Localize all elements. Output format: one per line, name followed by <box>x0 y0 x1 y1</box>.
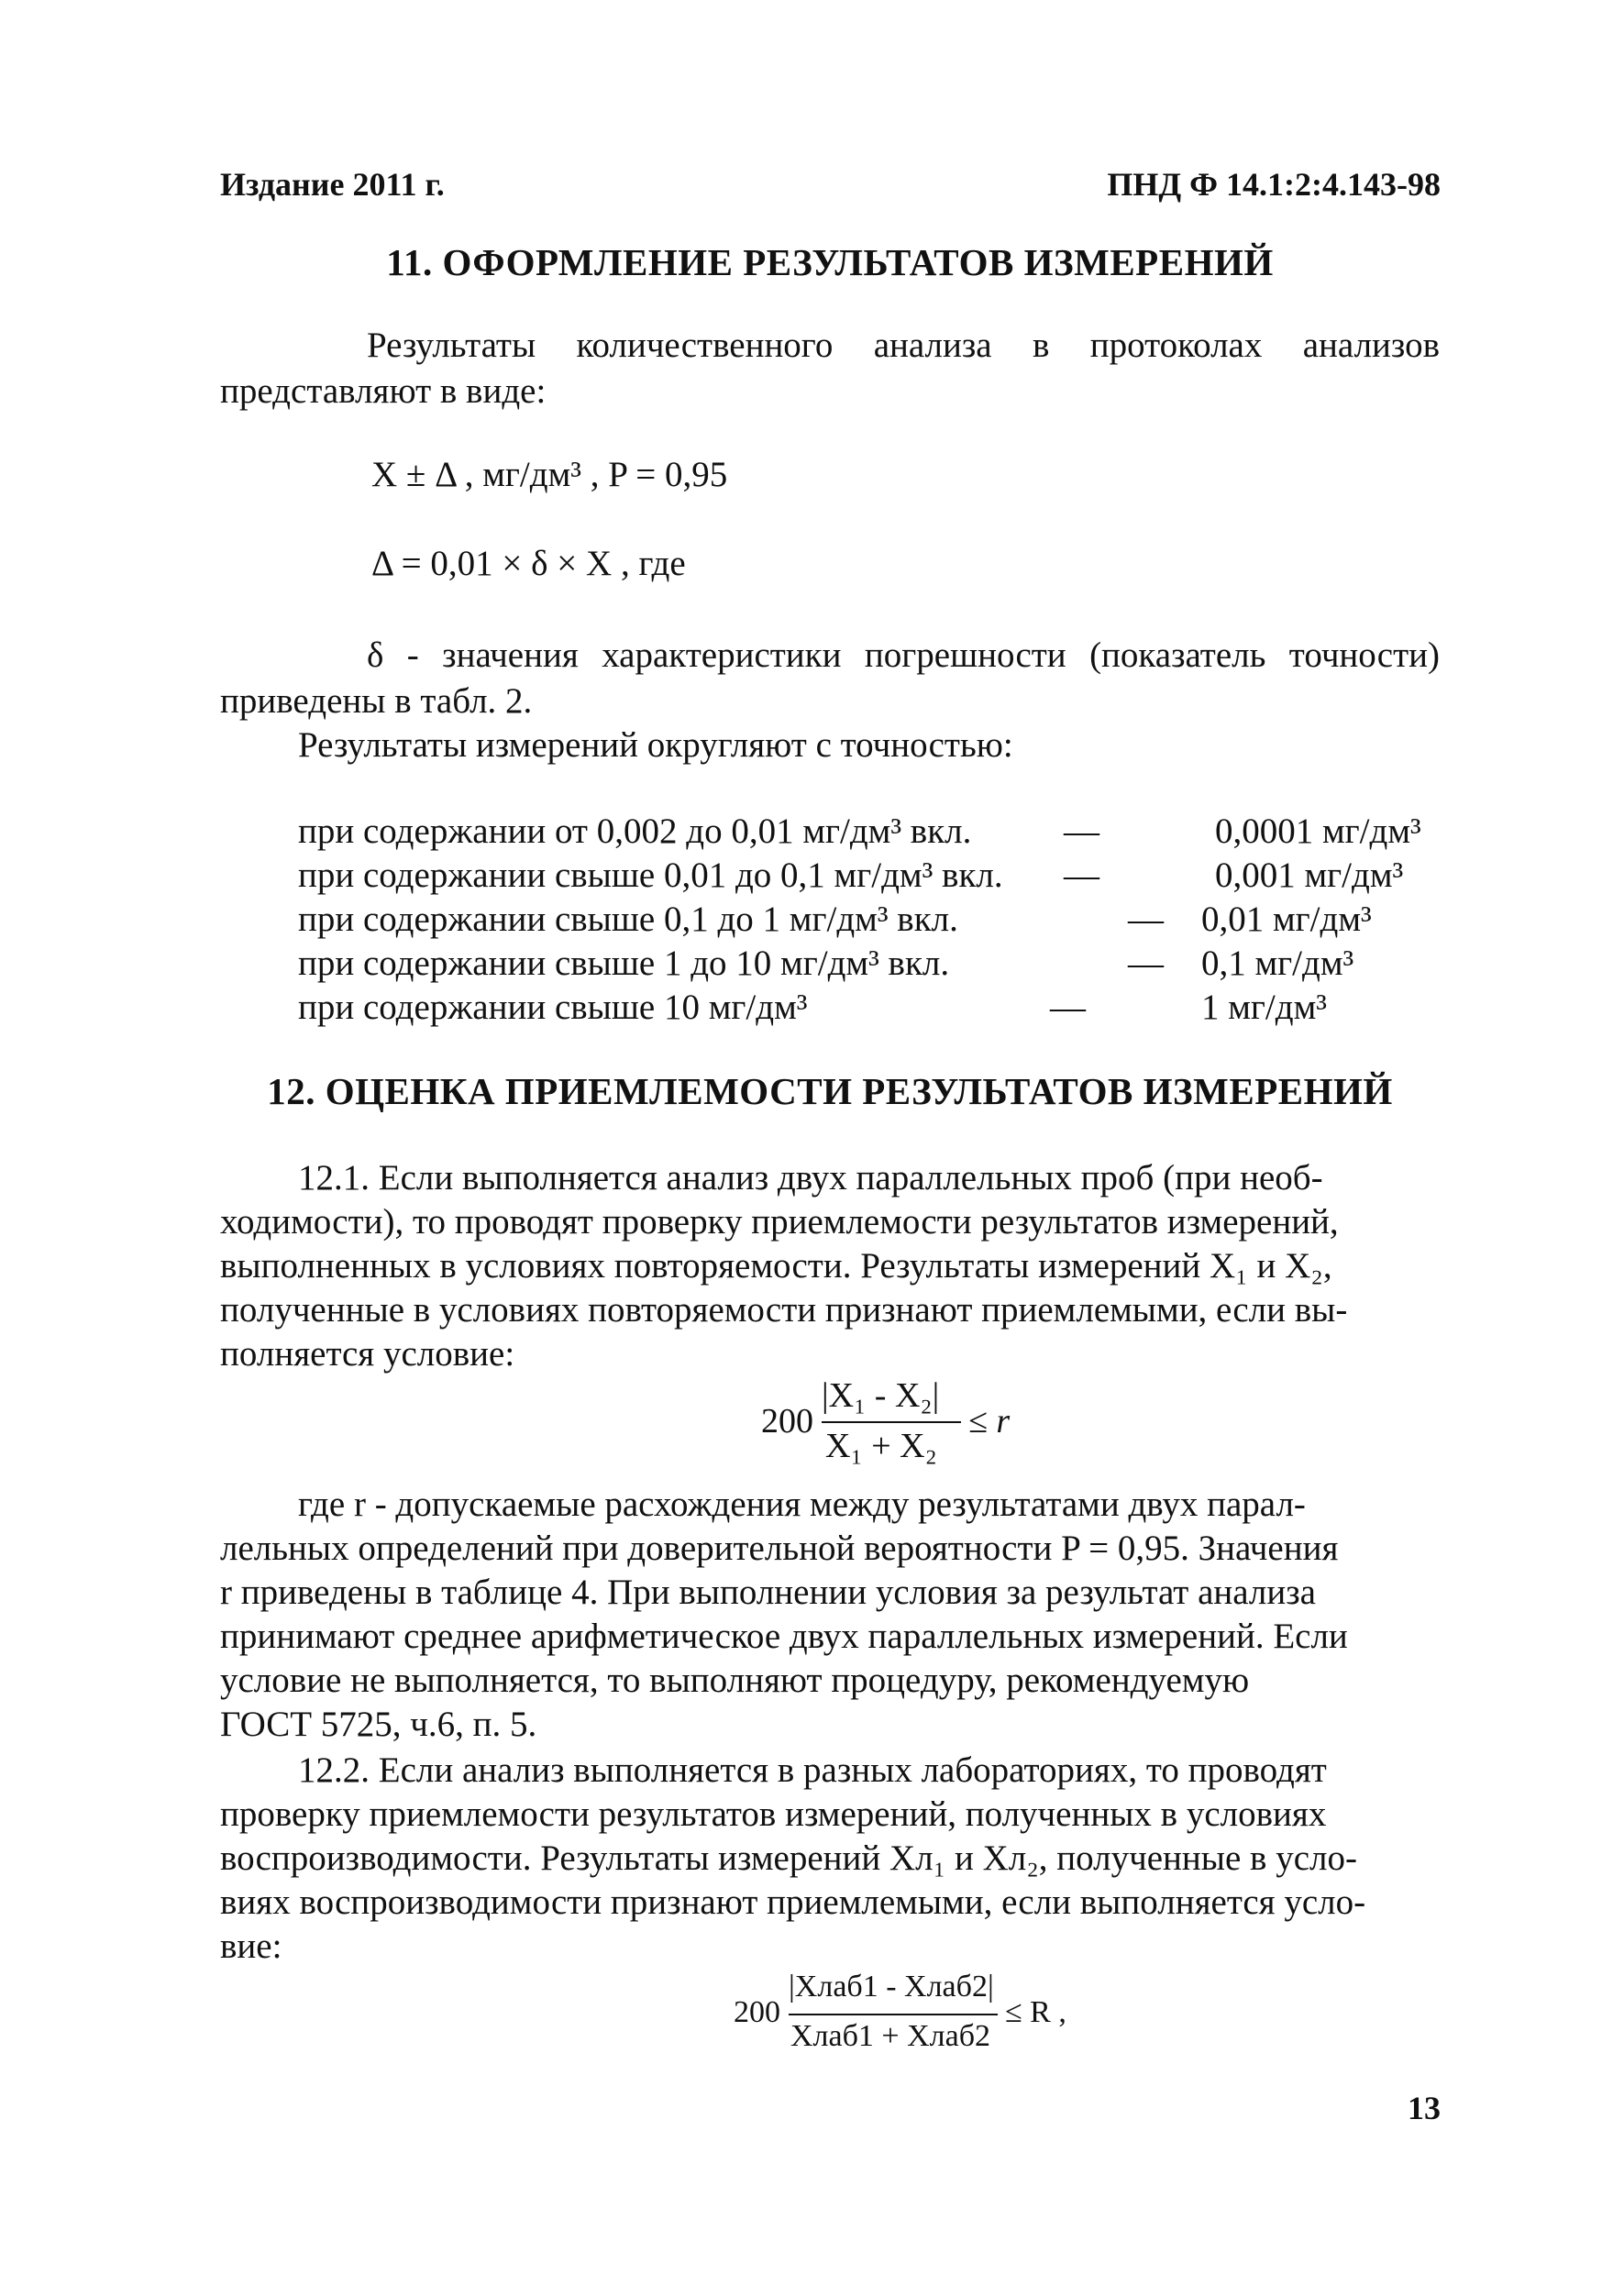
rounding-range: при содержании свыше 0,01 до 0,1 мг/дм³ вкл. <box>298 856 1003 895</box>
document-code: ПНД Ф 14.1:2:4.143-98 <box>1107 166 1441 203</box>
rounding-dash: — <box>1128 900 1164 939</box>
paragraph-line: ходимости), то проводят проверку приемлемости результатов измерений, <box>220 1202 1339 1242</box>
equation-relation: ≤ R , <box>1005 1995 1066 2029</box>
equation-relation: ≤ r <box>968 1402 1011 1441</box>
equation-denominator: Xлаб1 + Xлаб2 <box>790 2019 990 2053</box>
paragraph-line: ГОСТ 5725, ч.6, п. 5. <box>220 1705 537 1744</box>
paragraph-line: условие не выполняется, то выполняют процедуру, рекомендуемую <box>220 1661 1250 1700</box>
section-11-title: 11. ОФОРМЛЕНИЕ РЕЗУЛЬТАТОВ ИЗМЕРЕНИЙ <box>386 241 1274 283</box>
paragraph-line: 12.2. Если анализ выполняется в разных лабораториях, то проводят <box>298 1750 1327 1790</box>
equation-denominator: X₁ + X₂ <box>825 1427 937 1465</box>
equation-numerator: |Xлаб1 - Xлаб2| <box>789 1970 994 2004</box>
paragraph-line: где r - допускаемые расхождения между результатами двух парал- <box>298 1485 1306 1524</box>
rounding-range: при содержании от 0,002 до 0,01 мг/дм³ вкл. <box>298 811 972 851</box>
rounding-dash: — <box>1064 811 1099 851</box>
paragraph-line: воспроизводимости. Результаты измерений Xл₁ и Xл₂, полученные в усло- <box>220 1838 1357 1878</box>
section-12-title: 12. ОЦЕНКА ПРИЕМЛЕМОСТИ РЕЗУЛЬТАТОВ ИЗМЕРЕНИЙ <box>267 1070 1393 1112</box>
paragraph-line: выполненных в условиях повторяемости. Результаты измерений X₁ и X₂, <box>220 1246 1332 1286</box>
rounding-precision: 1 мг/дм³ <box>1201 988 1327 1027</box>
rounding-row <box>298 943 1444 987</box>
rounding-precision: 0,1 мг/дм³ <box>1201 944 1354 983</box>
page-number: 13 <box>1408 2090 1441 2126</box>
rounding-range: при содержании свыше 10 мг/дм³ <box>298 988 808 1027</box>
rounding-row <box>298 811 1444 855</box>
paragraph-line: лельных определений при доверительной вероятности P = 0,95. Значения <box>220 1529 1339 1568</box>
rounding-dash: — <box>1064 856 1099 895</box>
paragraph-line: проверку приемлемости результатов измерений, полученных в условиях <box>220 1794 1327 1834</box>
result-formula: X ± Δ , мг/дм³ , P = 0,95 <box>371 455 728 494</box>
rounding-dash: — <box>1050 988 1086 1027</box>
paragraph-line: полученные в условиях повторяемости признают приемлемыми, если вы- <box>220 1290 1348 1330</box>
delta-note: δ - значения характеристики погрешности (показатель точности) приведены в табл. 2. <box>220 635 1440 721</box>
rounding-dash: — <box>1128 944 1164 983</box>
paragraph-line: 12.1. Если выполняется анализ двух параллельных проб (при необ- <box>298 1158 1323 1198</box>
reproducibility-condition-equation <box>734 1970 1119 2070</box>
equation-coefficient: 200 <box>761 1402 813 1441</box>
paragraph-line: принимают среднее арифметическое двух параллельных измерений. Если <box>220 1617 1348 1656</box>
rounding-precision: 0,01 мг/дм³ <box>1201 900 1372 939</box>
delta-formula: Δ = 0,01 × δ × X , где <box>371 544 686 583</box>
paragraph-line: виях воспроизводимости признают приемлемыми, если выполняется усло- <box>220 1882 1366 1922</box>
rounding-precision: 0,0001 мг/дм³ <box>1215 811 1421 851</box>
paragraph-line: полняется условие: <box>220 1334 515 1374</box>
rounding-row <box>298 899 1444 943</box>
edition-label: Издание 2011 г. <box>220 166 445 203</box>
repeatability-condition-equation <box>761 1375 1036 1476</box>
equation-numerator: |X₁ - X₂| <box>822 1376 940 1415</box>
rounding-intro: Результаты измерений округляют с точностью: <box>298 725 1013 765</box>
rounding-row <box>298 987 1444 1031</box>
rounding-precision: 0,001 мг/дм³ <box>1215 856 1404 895</box>
paragraph-line: вие: <box>220 1926 282 1966</box>
fraction-bar <box>789 2014 998 2015</box>
equation-coefficient: 200 <box>734 1995 780 2029</box>
section-11-intro: Результаты количественного анализа в протоколах анализов представляют в виде: <box>220 326 1440 411</box>
rounding-range: при содержании свыше 0,1 до 1 мг/дм³ вкл. <box>298 900 958 939</box>
rounding-range: при содержании свыше 1 до 10 мг/дм³ вкл. <box>298 944 950 983</box>
fraction-bar <box>822 1421 961 1423</box>
paragraph-line: r приведены в таблице 4. При выполнении условия за результат анализа <box>220 1573 1316 1612</box>
rounding-row <box>298 855 1444 899</box>
